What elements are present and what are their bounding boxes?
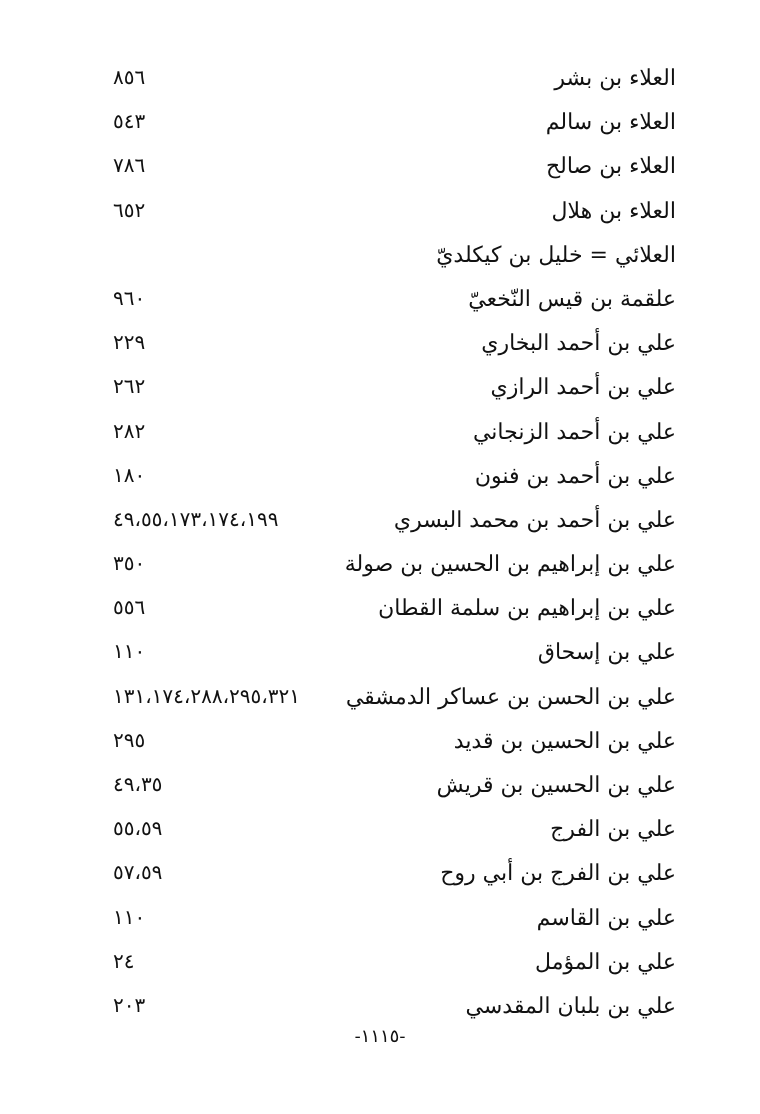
index-entry (0, 764, 760, 808)
index-entry (0, 455, 760, 499)
entry-page-refs: ٧٨٦ (113, 153, 146, 178)
entry-name: علي بن أحمد بن فنون (474, 463, 676, 489)
index-entry (0, 499, 760, 543)
page-number: -١١١٥- (354, 1026, 406, 1047)
entry-name: علي بن إبراهيم بن سلمة القطان (378, 596, 676, 622)
entry-page-refs: ٥٥٦ (113, 595, 146, 620)
index-entry (0, 587, 760, 631)
entry-name: علي بن الفرج (550, 817, 676, 843)
index-entry (0, 985, 760, 1029)
index-entry (0, 676, 760, 720)
entry-page-refs: ١٣١،١٧٤،٢٨٨،٢٩٥،٣٢١ (113, 683, 300, 708)
index-entry (0, 720, 760, 764)
index-entry (0, 101, 760, 145)
index-entry (0, 543, 760, 587)
entry-name: علي بن أحمد البخاري (481, 331, 676, 357)
index-entry (0, 366, 760, 410)
index-entry (0, 145, 760, 189)
entry-page-refs: ٦٥٢ (113, 197, 146, 222)
entry-name: العلاء بن بشر (554, 66, 676, 91)
index-entry (0, 278, 760, 322)
entry-page-refs: ١١٠ (113, 639, 146, 664)
entry-name: العلاء بن صالح (545, 154, 676, 180)
entry-page-refs: ٢٨٢ (113, 418, 146, 443)
entry-name: العلاء بن سالم (545, 110, 676, 136)
entry-name: علي بن الحسين بن قريش (436, 773, 676, 798)
entry-page-refs: ٢٤ (113, 948, 135, 973)
entry-name: العلائي = خليل بن كيكلديّ (436, 242, 676, 268)
entry-name: علي بن بلبان المقدسي (465, 993, 676, 1019)
entry-name: العلاء بن هلال (551, 198, 676, 224)
entry-page-refs: ٩٦٠ (113, 285, 146, 310)
entry-page-refs: ٨٥٦ (113, 65, 146, 89)
entry-page-refs: ٤٩،٣٥ (113, 772, 163, 796)
index-entry (0, 631, 760, 675)
entry-page-refs: ١٨٠ (113, 462, 146, 487)
entry-name: علي بن الحسن بن عساكر الدمشقي (345, 684, 676, 710)
entry-page-refs: ٥٤٣ (113, 109, 146, 134)
index-entry (0, 190, 760, 234)
entry-name: علي بن إبراهيم بن الحسين بن صولة (344, 552, 676, 578)
entry-name: علي بن أحمد الرازي (490, 375, 676, 401)
index-entry (0, 897, 760, 941)
entry-page-refs: ٢٦٢ (113, 374, 146, 399)
index-entry (0, 941, 760, 985)
index-entries (0, 57, 760, 1029)
entry-name: علي بن إسحاق (537, 640, 676, 666)
entry-page-refs: ٥٧،٥٩ (113, 860, 163, 885)
entry-page-refs: ٢٩٥ (113, 727, 146, 752)
index-entry (0, 852, 760, 896)
entry-page-refs: ٥٥،٥٩ (113, 816, 163, 841)
entry-page-refs: ٤٩،٥٥،١٧٣،١٧٤،١٩٩ (113, 506, 279, 531)
entry-page-refs: ٢٢٩ (113, 330, 146, 355)
entry-name: علي بن أحمد بن محمد البسري (393, 507, 676, 533)
entry-name: علي بن الحسين بن قديد (453, 728, 676, 754)
index-entry (0, 411, 760, 455)
entry-page-refs: ٢٠٣ (113, 992, 146, 1017)
entry-page-refs: ١١٠ (113, 904, 146, 929)
index-entry (0, 57, 760, 101)
index-entry (0, 322, 760, 366)
entry-name: علي بن الفرج بن أبي روح (440, 861, 676, 887)
entry-page-refs: ٣٥٠ (113, 551, 146, 576)
index-entry-cross-reference (0, 234, 760, 278)
entry-name: علي بن القاسم (536, 905, 676, 931)
entry-name: علقمة بن قيس النّخعيّ (468, 286, 676, 312)
index-entry (0, 808, 760, 852)
entry-name: علي بن المؤمل (535, 949, 676, 975)
entry-name: علي بن أحمد الزنجاني (472, 419, 676, 445)
